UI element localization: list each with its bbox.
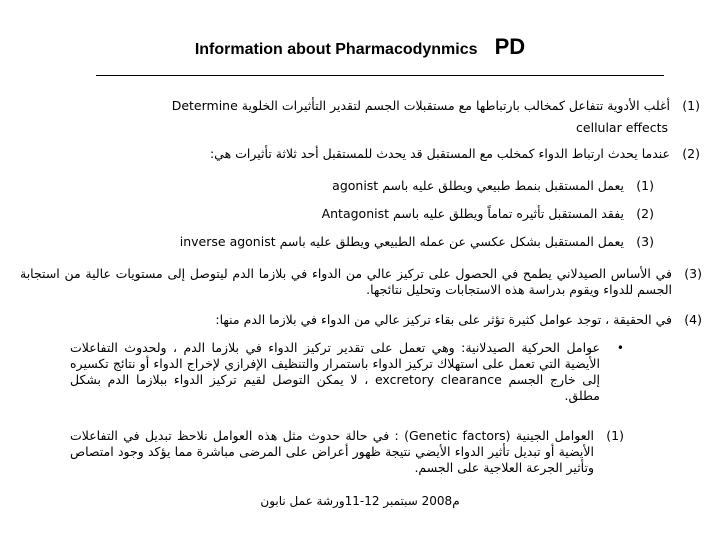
item-2-text: عندما يحدث ارتباط الدواء كمخلب مع المستقبل قد يحدث للمستقبل أحد ثلاثة تأثيرات هي: xyxy=(209,146,670,161)
subitem-2-number: (2) xyxy=(636,206,654,221)
subitem-1-number: (1) xyxy=(636,178,654,193)
genetic-text: العوامل الجينية (Genetic factors) : في حالة حدوث مثل هذه العوامل نلاحظ تبديل في التفاعلات الأيضية أو تبديل تأثير الدواء الأيضي نتيجة ظهور أعراض على المرضى مباشرة مما يؤكد وجود امتصاص وتأثير الجرعة العلاجية على الجسم. xyxy=(70,428,594,475)
item-3-text: في الأساس الصيدلاني يطمح في الحصول على تركيز عالي من الدواء في بلازما الدم ليتوصل إلى مستويات عالية من استجابة الجسم للدواء ويقوم بدراسة هذه الاستجابات وتحليل نتائجها. xyxy=(20,266,672,297)
title-text: Information about Pharmacodynmics xyxy=(194,41,478,58)
item-3-paragraph xyxy=(20,266,672,298)
genetic-paragraph xyxy=(70,428,594,476)
item-3-number: (3) xyxy=(684,266,702,281)
slide-title xyxy=(0,34,720,60)
subitem-3-number: (3) xyxy=(636,234,654,249)
bullet-paragraph xyxy=(70,340,600,404)
item-4-text: في الحقيقة ، توجد عوامل كثيرة تؤثر على بقاء تركيز عالي من الدواء في بلازما الدم منها: xyxy=(215,312,672,327)
slide-footer: م2008 سبتمبر 12-11ورشة عمل نابون xyxy=(260,494,460,508)
item-4-number: (4) xyxy=(684,312,702,327)
item-1-number: (1) xyxy=(682,98,700,113)
title-abbreviation: PD xyxy=(494,34,526,59)
subitem-1-text: يعمل المستقبل بنمط طبيعي ويطلق عليه باسم agonist xyxy=(332,178,624,193)
genetic-item-number: (1) xyxy=(606,428,624,443)
bullet-text: عوامل الحركية الصيدلانية: وهي تعمل على تقدير تركيز الدواء في بلازما الدم ، ولحدوث التفاعلات الأيضية التي تعمل على استهلاك تركيز الدواء باستمرار والتنظيف الإفرازي لإخراج الدواء أو نتائج تكسيره إلى خارج الجسم excretory clearance ، لا يمكن التوصل لقيم تركيز الدواء ببلازما الدم بشكل مطلق. xyxy=(70,340,600,403)
title-divider xyxy=(96,75,664,76)
item-1-line-1: أغلب الأدوية تتفاعل كمخالب بارتباطها مع مستقبلات الجسم لتقدير التأثيرات الخلوية Determine xyxy=(171,98,670,113)
subitem-2-text: يفقد المستقبل تأثيره تماماً ويطلق عليه باسم Antagonist xyxy=(321,206,624,221)
bullet-marker: • xyxy=(616,341,624,355)
item-1-line-2: cellular effects xyxy=(576,120,668,135)
item-2-number: (2) xyxy=(682,146,700,161)
subitem-3-text: يعمل المستقبل بشكل عكسي عن عمله الطبيعي ويطلق عليه باسم inverse agonist xyxy=(179,234,624,249)
